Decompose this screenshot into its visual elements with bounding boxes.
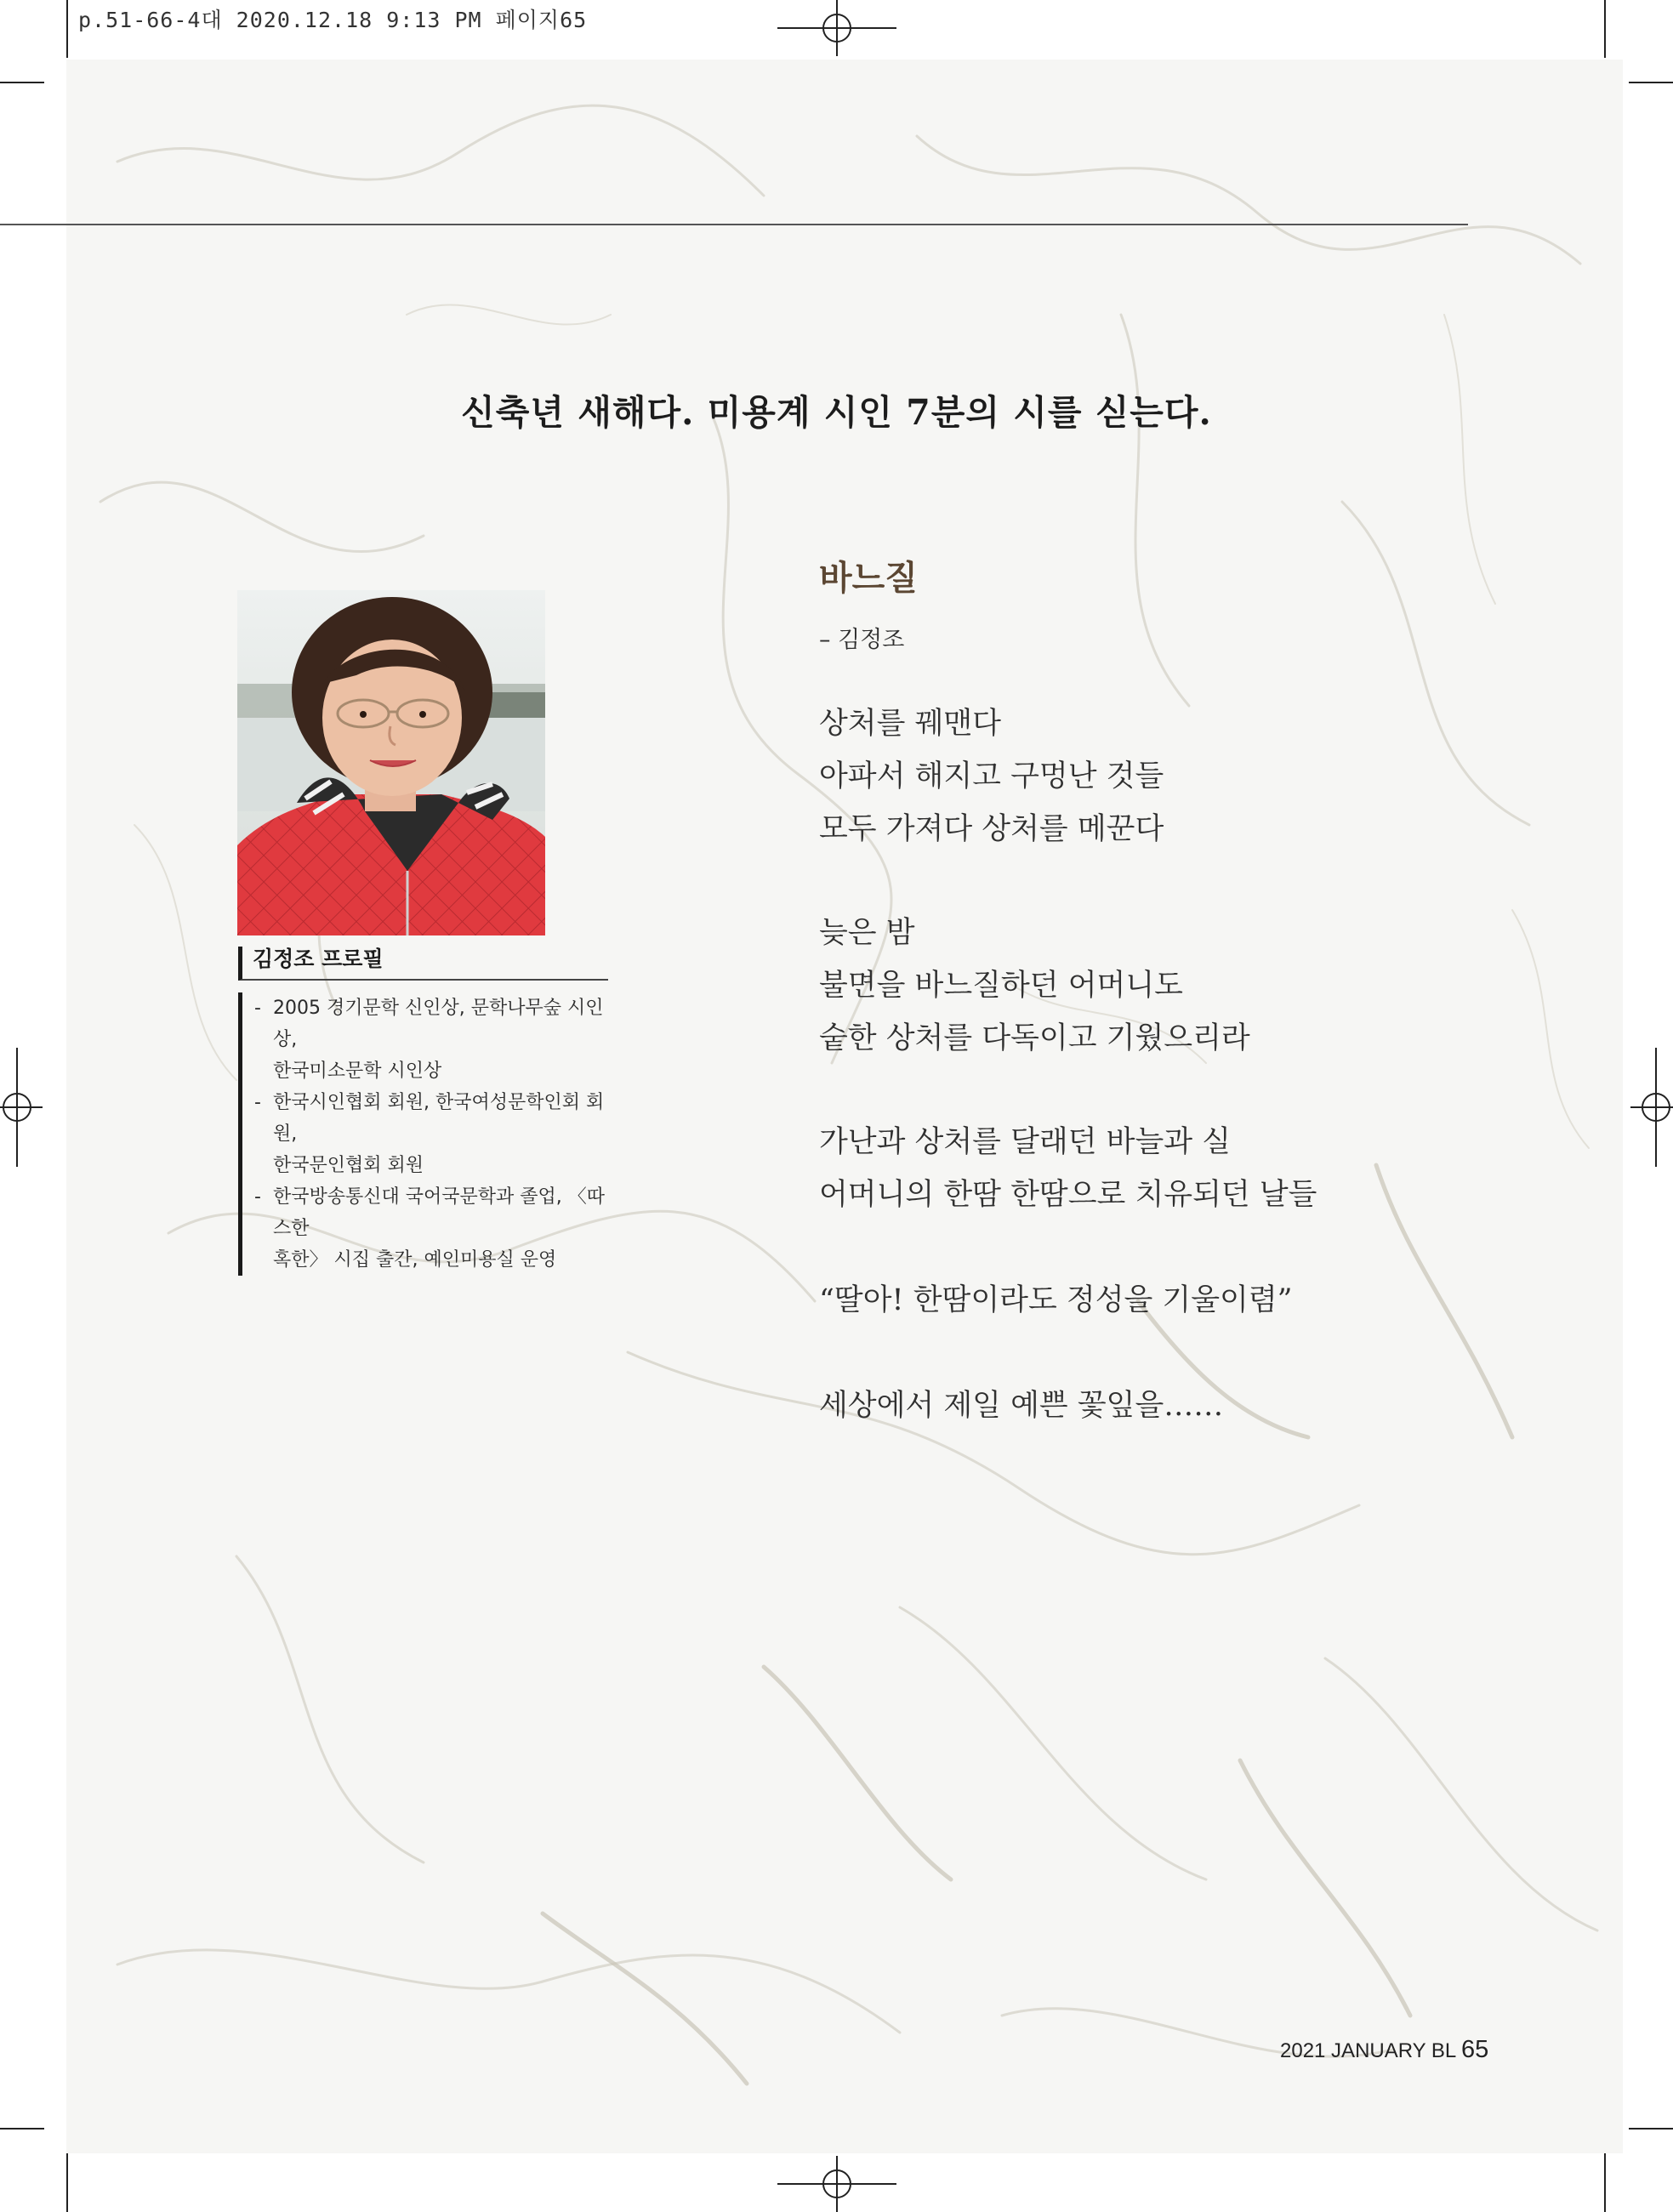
- profile-item-dash: -: [254, 1092, 261, 1113]
- crop-mark-bottom-right-v: [1604, 2153, 1606, 2212]
- profile-list: [238, 992, 608, 1276]
- poem-line: 어머니의 한땀 한땀으로 치유되던 날들: [819, 1178, 1317, 1212]
- profile-item-line: 한국문인협회 회원: [273, 1155, 424, 1176]
- author-profile: [238, 947, 608, 1276]
- poem-stanza: [819, 1274, 1585, 1327]
- profile-item-dash: -: [254, 1186, 261, 1208]
- profile-item-line: 한국방송통신대 국어국문학과 졸업, 〈따스한: [273, 1186, 606, 1239]
- registration-mark-left: [0, 1048, 43, 1167]
- print-slug: p.51-66-4대 2020.12.18 9:13 PM 페이지65: [78, 8, 588, 32]
- poem-line: “딸아! 한땀이라도 정성을 기울이렴”: [819, 1283, 1293, 1317]
- poem-stanza: [819, 1116, 1585, 1221]
- page-headline: 신축년 새해다. 미용계 시인 7분의 시를 싣는다.: [461, 392, 1212, 433]
- poem-line: 상처를 꿰맨다: [819, 707, 1001, 741]
- poem-author: – 김정조: [819, 627, 905, 653]
- profile-title: 김정조 프로필: [238, 947, 608, 981]
- header-rule: [0, 224, 1468, 225]
- crop-mark-top-right-v: [1604, 0, 1606, 58]
- poem-line: 세상에서 제일 예쁜 꽃잎을……: [819, 1389, 1224, 1423]
- poem-stanza: [819, 1379, 1585, 1432]
- poem-line: 모두 가져다 상처를 메꾼다: [819, 812, 1164, 846]
- profile-item-dash: -: [254, 998, 261, 1019]
- profile-item: [254, 1087, 608, 1181]
- poem-stanza: [819, 907, 1585, 1065]
- poem-stanza: [819, 697, 1585, 856]
- poem-line: 아파서 해지고 구멍난 것들: [819, 759, 1164, 793]
- author-portrait-image: [237, 590, 545, 935]
- profile-item-line: 2005 경기문학 신인상, 문학나무숲 시인상,: [273, 998, 604, 1050]
- poem-line: 숱한 상처를 다독이고 기웠으리라: [819, 1021, 1250, 1055]
- profile-item: [254, 1181, 608, 1276]
- crop-mark-top-left-v: [66, 0, 68, 58]
- profile-item-line: 한국시인협회 회원, 한국여성문학인회 회원,: [273, 1092, 605, 1145]
- footer-issue: 2021 JANUARY BL: [1280, 2039, 1456, 2062]
- poem-line: 늦은 밤: [819, 916, 915, 950]
- crop-mark-bottom-left-v: [66, 2153, 68, 2212]
- page-number: 65: [1461, 2036, 1489, 2063]
- registration-mark-right: [1630, 1048, 1673, 1167]
- crop-mark-top-left-h: [0, 82, 44, 83]
- crop-mark-bottom-left-h: [0, 2128, 44, 2130]
- poem-line: 가난과 상처를 달래던 바늘과 실: [819, 1125, 1232, 1159]
- registration-mark-top: [777, 0, 896, 56]
- profile-item-line: 한국미소문학 시인상: [273, 1061, 442, 1082]
- poem: [819, 551, 1585, 1432]
- poem-line: 불면을 바느질하던 어머니도: [819, 969, 1183, 1003]
- poem-title: 바느질: [819, 559, 918, 598]
- crop-mark-top-right-h: [1629, 82, 1673, 83]
- registration-mark-bottom: [777, 2156, 896, 2212]
- profile-item-line: 혹한〉 시집 출간, 예인미용실 운영: [273, 1249, 557, 1271]
- author-photo: [237, 590, 545, 935]
- profile-item: [254, 992, 608, 1087]
- page-footer: [1280, 2036, 1488, 2064]
- crop-mark-bottom-right-h: [1629, 2128, 1673, 2130]
